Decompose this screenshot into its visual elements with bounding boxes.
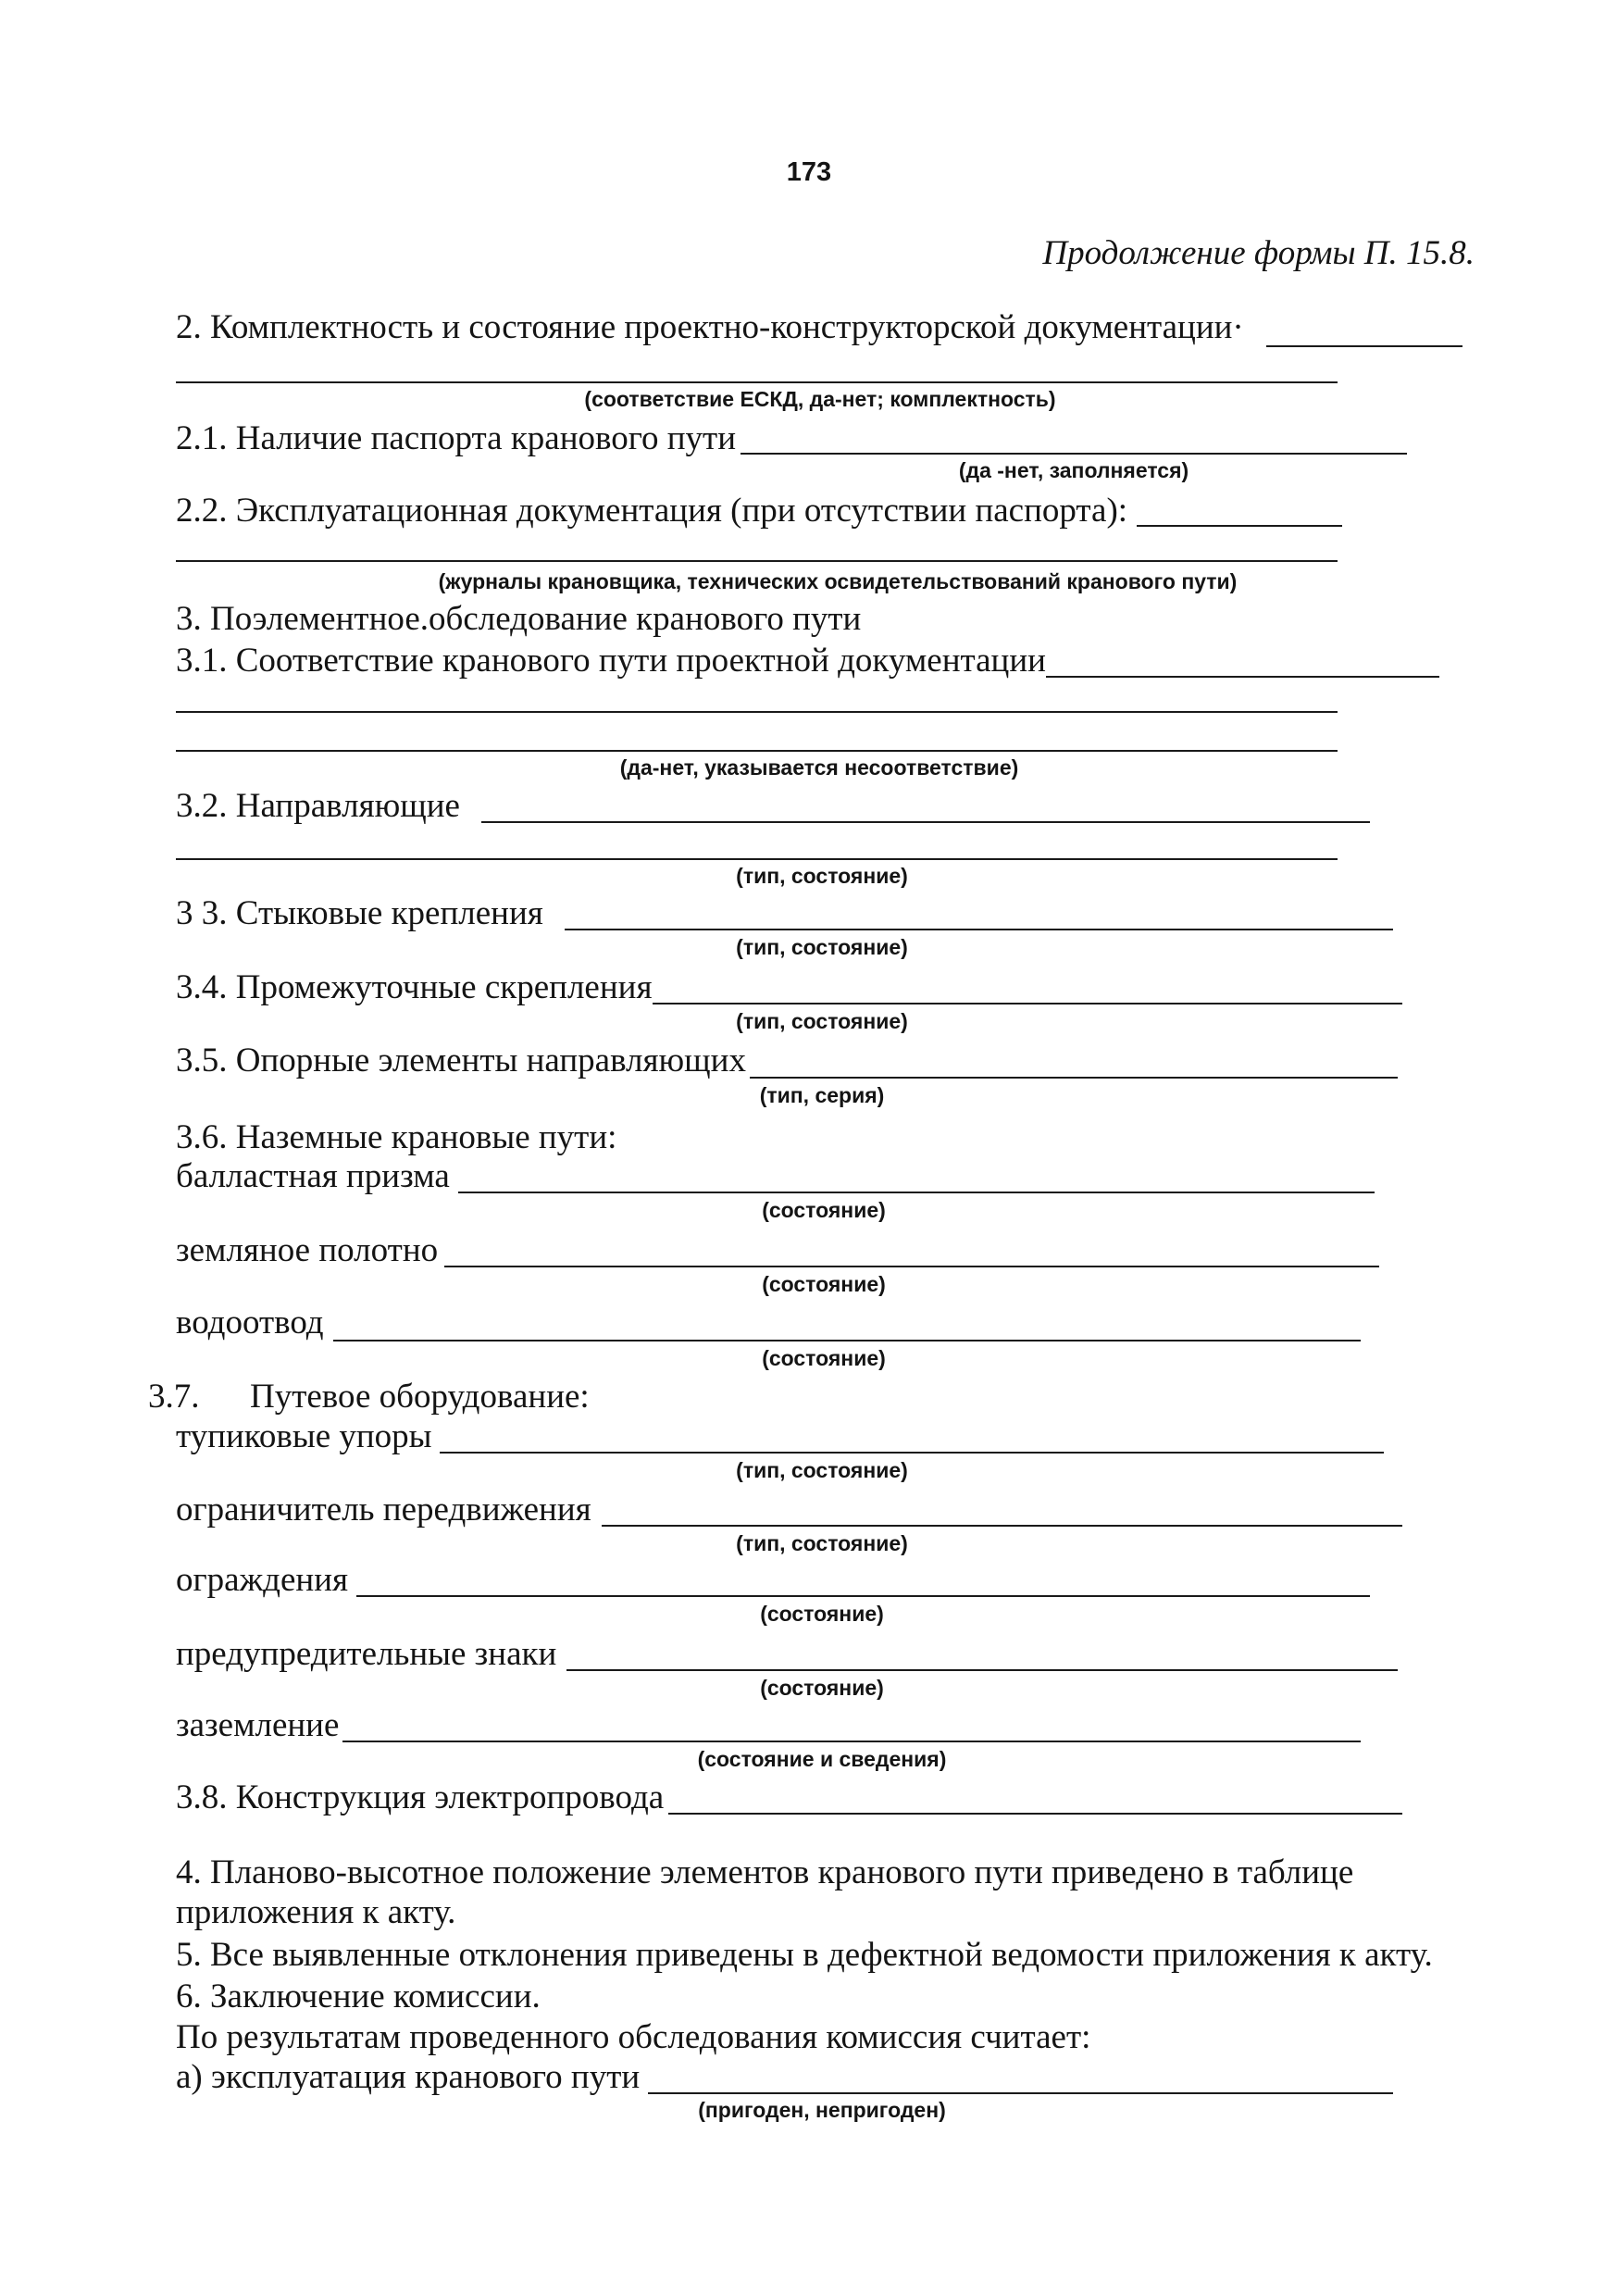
section-3-6-label: 3.6. Наземные крановые пути: [176, 1118, 617, 1156]
ballast-label: балластная призма [176, 1157, 450, 1195]
limiter-caption: (тип, состояние) [736, 1531, 908, 1555]
section-3-7-number: 3.7. [148, 1378, 200, 1416]
earth-field[interactable] [444, 1266, 1379, 1267]
section-2-1-caption: (да -нет, заполняется) [958, 458, 1189, 482]
signs-field[interactable] [566, 1669, 1398, 1671]
section-2-1-field[interactable] [741, 453, 1407, 455]
section-3-2-field[interactable] [481, 821, 1370, 823]
ballast-field[interactable] [458, 1192, 1375, 1193]
section-3-4-caption: (тип, состояние) [736, 1009, 908, 1033]
page-number: 173 [786, 157, 832, 187]
fence-field[interactable] [356, 1595, 1370, 1597]
section-2-2-caption: (журналы крановщика, технических освидетельствований кранового пути) [438, 569, 1238, 593]
section-3-1-field[interactable] [1046, 676, 1439, 678]
section-6-a-label: а) эксплуатация кранового пути [176, 2058, 641, 2096]
section-6-a-field[interactable] [648, 2092, 1393, 2094]
signs-caption: (состояние) [760, 1676, 884, 1700]
section-3-2-field-line2[interactable] [176, 858, 1338, 860]
section-4-line2: приложения к акту. [176, 1893, 456, 1931]
earth-label: земляное полотно [176, 1231, 439, 1269]
ground-caption: (состояние и сведения) [697, 1747, 947, 1771]
continuation-note: Продолжение формы П. 15.8. [1042, 234, 1475, 272]
section-6-a-caption: (пригоден, непригоден) [698, 2098, 946, 2122]
section-3-2-label: 3.2. Направляющие [176, 787, 460, 825]
section-3-4-label: 3.4. Промежуточные скрепления [176, 968, 653, 1006]
section-3-1-field-line3[interactable] [176, 750, 1338, 752]
section-3-1-caption: (да-нет, указывается несоответствие) [619, 755, 1019, 780]
section-2-field[interactable] [1266, 345, 1462, 347]
section-3-3-label: 3 3. Стыковые крепления [176, 894, 543, 932]
drain-label: водоотвод [176, 1304, 324, 1341]
section-3-5-caption: (тип, серия) [759, 1083, 885, 1107]
ground-label: заземление [176, 1706, 340, 1744]
section-3-1-field-line2[interactable] [176, 711, 1338, 713]
section-2-1-label: 2.1. Наличие паспорта кранового пути [176, 419, 737, 457]
fence-caption: (состояние) [760, 1602, 884, 1626]
section-2-label: 2. Комплектность и состояние проектно-конструкторской документации· [176, 308, 1244, 346]
limiter-label: ограничитель передвижения [176, 1491, 591, 1529]
section-3-heading: 3. Поэлементное.обследование кранового пути [176, 600, 862, 638]
stops-label: тупиковые упоры [176, 1417, 432, 1455]
earth-caption: (состояние) [762, 1272, 886, 1296]
section-3-2-caption: (тип, состояние) [736, 864, 908, 888]
section-4-line1: 4. Планово-высотное положение элементов кранового пути приведено в таблице [176, 1853, 1354, 1891]
ground-field[interactable] [342, 1741, 1361, 1742]
section-3-8-field[interactable] [668, 1813, 1402, 1815]
fence-label: ограждения [176, 1561, 349, 1599]
section-2-caption: (соответствие ЕСКД, да-нет; комплектность) [584, 387, 1056, 411]
signs-label: предупредительные знаки [176, 1635, 557, 1673]
drain-field[interactable] [333, 1340, 1361, 1341]
section-3-1-label: 3.1. Соответствие кранового пути проектной документации [176, 642, 1046, 680]
limiter-field[interactable] [602, 1525, 1402, 1527]
section-2-field-line2[interactable] [176, 381, 1338, 383]
section-3-5-label: 3.5. Опорные элементы направляющих [176, 1042, 746, 1079]
stops-field[interactable] [440, 1452, 1384, 1454]
section-2-2-label: 2.2. Эксплуатационная документация (при отсутствии паспорта): [176, 492, 1128, 530]
section-2-2-field[interactable] [1137, 525, 1342, 527]
stops-caption: (тип, состояние) [736, 1458, 908, 1482]
section-3-5-field[interactable] [750, 1077, 1398, 1079]
section-3-7-label: Путевое оборудование: [250, 1378, 590, 1416]
section-2-2-field-line2[interactable] [176, 560, 1338, 562]
section-6-intro: По результатам проведенного обследования комиссия считает: [176, 2018, 1091, 2056]
section-3-8-label: 3.8. Конструкция электропровода [176, 1778, 665, 1816]
section-3-3-field[interactable] [565, 929, 1393, 930]
ballast-caption: (состояние) [762, 1198, 886, 1222]
section-3-3-caption: (тип, состояние) [736, 935, 908, 959]
drain-caption: (состояние) [762, 1346, 886, 1370]
section-6-heading: 6. Заключение комиссии. [176, 1978, 541, 2015]
section-5: 5. Все выявленные отклонения приведены в дефектной ведомости приложения к акту. [176, 1936, 1433, 1974]
section-3-4-field[interactable] [653, 1003, 1402, 1004]
